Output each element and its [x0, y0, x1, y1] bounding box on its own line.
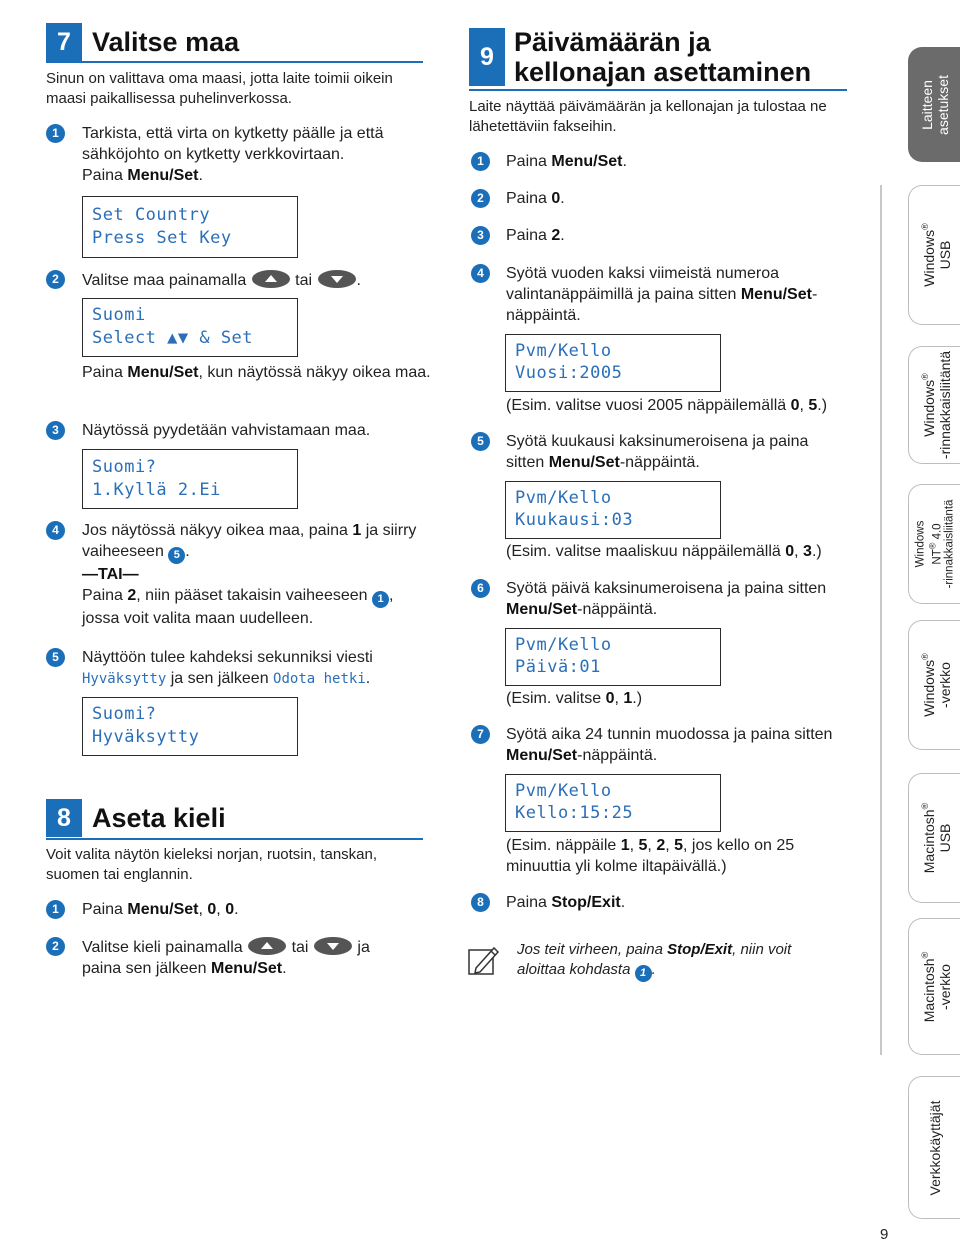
step-7-2-text: Valitse maa painamalla tai .	[82, 269, 432, 291]
step-9-6-text: Syötä päivä kaksinumeroisena ja paina sitten Menu/Set-näppäintä.	[506, 580, 827, 618]
step-7-5-marker: 5	[46, 648, 65, 667]
lcd-year: Pvm/Kello Vuosi:2005	[505, 334, 721, 392]
step-8-2-text: Valitse kieli painamalla tai ja paina sen jälkeen Menu/Set.	[82, 936, 427, 979]
lcd-month: Pvm/Kello Kuukausi:03	[505, 481, 721, 539]
step-9-3-marker: 3	[471, 226, 490, 245]
or-label: —TAI—	[82, 566, 139, 583]
step-7-5-text: Näyttöön tulee kahdeksi sekunniksi viesti Hyväksytty ja sen jälkeen Odota hetki.	[82, 649, 373, 687]
section-9-intro: Laite näyttää päivämäärän ja kellonajan ja tulostaa ne lähetettäviin fakseihin.	[469, 98, 827, 135]
tab-macintosh-usb[interactable]: Macintosh® USB	[908, 773, 960, 903]
step-7-1-marker: 1	[46, 124, 65, 143]
step-9-6-marker: 6	[471, 579, 490, 598]
step-9-7-text: Syötä aika 24 tunnin muodossa ja paina sitten Menu/Set-näppäintä.	[506, 726, 833, 764]
step-9-1-marker: 1	[471, 152, 490, 171]
tab-windows-network[interactable]: Windows® -verkko	[908, 620, 960, 750]
step-9-1-text: Paina Menu/Set.	[506, 153, 627, 170]
lcd-time: Pvm/Kello Kello:15:25	[505, 774, 721, 832]
section-7-number: 7	[46, 23, 82, 61]
tab-laitteen-asetukset[interactable]: Laitteen asetukset	[908, 47, 960, 162]
step-9-4-marker: 4	[471, 264, 490, 283]
step-8-1-text: Paina Menu/Set, 0, 0.	[82, 901, 239, 918]
section-8-number: 8	[46, 799, 82, 837]
down-key-icon	[317, 269, 357, 289]
example-day: (Esim. valitse 0, 1.)	[506, 690, 643, 707]
section-8-rule	[46, 838, 423, 840]
lcd-suomi-accepted: Suomi? Hyväksytty	[82, 697, 298, 756]
tab-verkkokayttajat[interactable]: Verkkokäyttäjät	[908, 1076, 960, 1219]
section-7-rule	[46, 61, 423, 63]
step-8-1-marker: 1	[46, 900, 65, 919]
section-9-title: Päivämäärän ja kellonajan asettaminen	[514, 27, 812, 87]
section-8-title: Aseta kieli	[92, 803, 226, 833]
step-7-2-press: Paina Menu/Set, kun näytössä näkyy oikea maa.	[82, 364, 431, 381]
section-9-number: 9	[469, 28, 505, 86]
lcd-suomi-confirm: Suomi? 1.Kyllä 2.Ei	[82, 449, 298, 509]
step-7-3-text: Näytössä pyydetään vahvistamaan maa.	[82, 422, 371, 439]
step-7-3-marker: 3	[46, 421, 65, 440]
example-time: (Esim. näppäile 1, 5, 2, 5, jos kello on 25 minuuttia yli kolme iltapäivällä.)	[506, 837, 795, 875]
tab-windows-usb[interactable]: Windows® USB	[908, 185, 960, 325]
step-9-8-marker: 8	[471, 893, 490, 912]
section-9-rule	[469, 89, 847, 91]
note-pencil-icon	[466, 942, 502, 978]
section-7-title: Valitse maa	[92, 27, 240, 57]
lcd-day: Pvm/Kello Päivä:01	[505, 628, 721, 686]
tab-windows-nt-parallel[interactable]: Windows NT® 4.0 -rinnakkaisliitäntä	[908, 484, 960, 604]
example-month: (Esim. valitse maaliskuu näppäilemällä 0, 3.)	[506, 543, 822, 560]
lcd-set-country: Set Country Press Set Key	[82, 196, 298, 258]
step-9-3-text: Paina 2.	[506, 227, 565, 244]
step-9-2-text: Paina 0.	[506, 190, 565, 207]
ref-step-1-icon: 1	[372, 591, 389, 608]
step-9-8-text: Paina Stop/Exit.	[506, 894, 626, 911]
step-9-2-marker: 2	[471, 189, 490, 208]
step-9-5-marker: 5	[471, 432, 490, 451]
example-year: (Esim. valitse vuosi 2005 näppäilemällä 0, 5.)	[506, 397, 828, 414]
ref-step-1-icon: 1	[635, 965, 652, 982]
step-7-4-marker: 4	[46, 521, 65, 540]
step-8-2-marker: 2	[46, 937, 65, 956]
note-text: Jos teit virheen, paina Stop/Exit, niin voit aloittaa kohdasta 1 .	[517, 940, 837, 982]
up-key-icon	[247, 936, 287, 956]
step-9-4-text: Syötä vuoden kaksi viimeistä numeroa valintanäppäimillä ja paina sitten Menu/Set-näppäintä.	[506, 265, 818, 324]
step-9-5-text: Syötä kuukausi kaksinumeroisena ja paina sitten Menu/Set-näppäintä.	[506, 433, 809, 471]
up-key-icon	[251, 269, 291, 289]
down-key-icon	[313, 936, 353, 956]
section-7-intro: Sinun on valittava oma maasi, jotta laite toimii oikein maasi paikallisessa puhelinverkossa.	[46, 70, 393, 107]
step-9-7-marker: 7	[471, 725, 490, 744]
ref-step-5-icon: 5	[168, 547, 185, 564]
step-7-1-text: Tarkista, että virta on kytketty päälle ja että sähköjohto on kytketty verkkovirtaan. Paina Menu/Set.	[82, 125, 384, 184]
side-tabs-rail	[880, 185, 882, 1055]
step-7-2-marker: 2	[46, 270, 65, 289]
page-number: 9	[880, 1226, 889, 1243]
tab-macintosh-network[interactable]: Macintosh® -verkko	[908, 918, 960, 1055]
tab-windows-parallel[interactable]: Windows® -rinnakkaisliitäntä	[908, 346, 960, 464]
section-8-intro: Voit valita näytön kieleksi norjan, ruotsin, tanskan, suomen tai englannin.	[46, 846, 378, 883]
lcd-suomi-select: Suomi Select ▲▼ & Set	[82, 298, 298, 357]
step-7-4-text: Jos näytössä näkyy oikea maa, paina 1 ja siirry vaiheeseen 5 . —TAI— Paina 2, niin pääset takaisin vaiheeseen 1 , jossa voit valita maan uudelleen.	[82, 522, 417, 627]
